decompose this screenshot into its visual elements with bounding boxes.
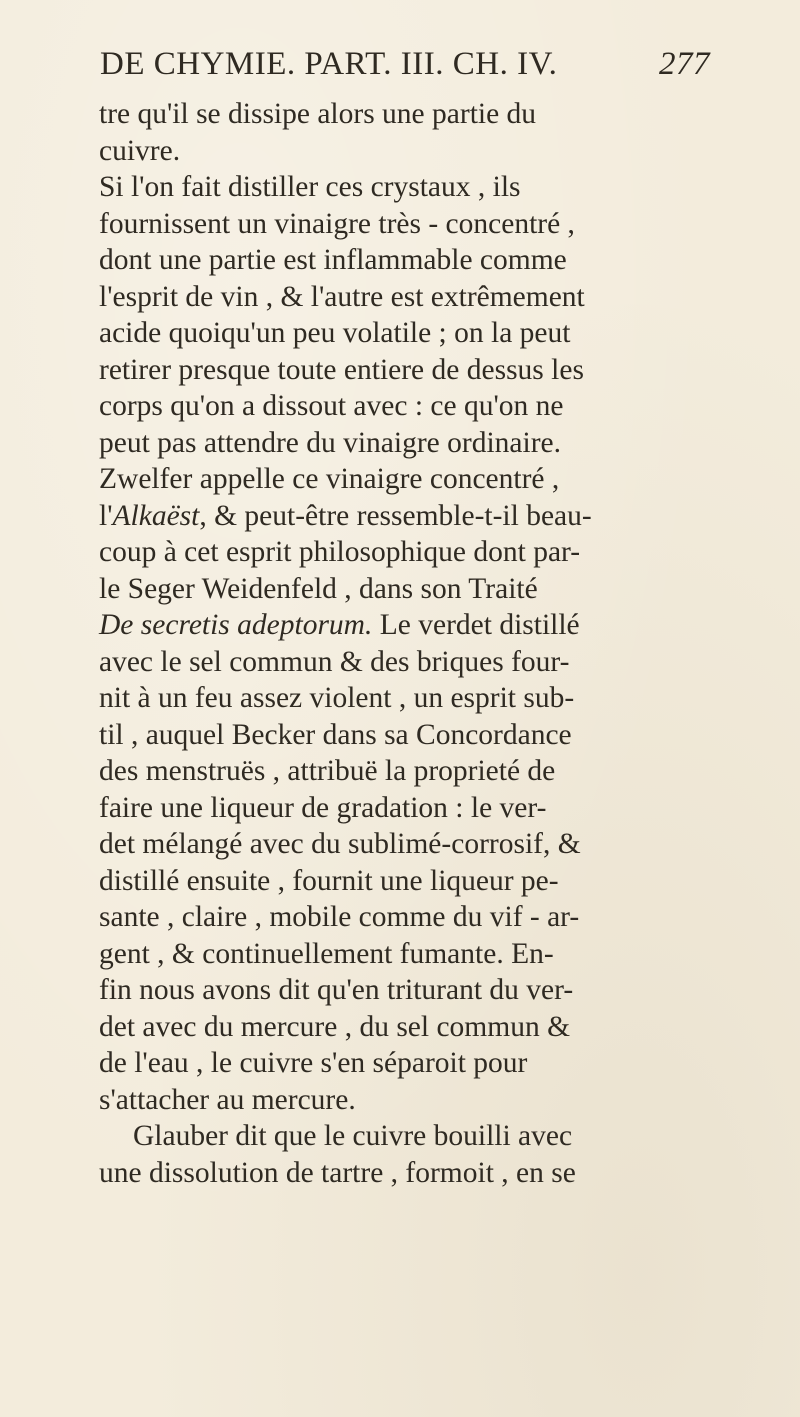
text-line xyxy=(99,388,719,425)
text-line xyxy=(99,972,719,1009)
text-segment: cuivre. xyxy=(99,134,181,167)
text-line xyxy=(99,607,719,644)
text-line xyxy=(99,899,719,936)
text-segment: le Seger Weidenfeld , dans son Traité xyxy=(99,572,538,605)
text-segment: distillé ensuite , fournit une liqueur pe- xyxy=(99,864,559,897)
text-line xyxy=(99,826,719,863)
text-segment: de l'eau , le cuivre s'en séparoit pour xyxy=(99,1047,528,1079)
running-header xyxy=(100,38,710,86)
text-segment: coup à cet esprit philosophique dont par- xyxy=(99,536,581,568)
text-segment: , & peut-être ressemble-t-il beau- xyxy=(199,499,592,532)
text-line xyxy=(99,315,719,352)
text-line xyxy=(99,1155,719,1192)
text-line xyxy=(99,534,719,571)
text-line xyxy=(99,279,719,316)
text-line xyxy=(99,1009,719,1046)
text-line xyxy=(99,242,719,279)
italic-text: De secretis adeptorum. xyxy=(99,609,373,641)
text-segment: Zwelfer appelle ce vinaigre concentré , xyxy=(99,463,560,495)
text-line xyxy=(99,644,719,681)
text-segment: l' xyxy=(99,499,113,532)
text-segment: til , auquel Becker dans sa Concordance xyxy=(99,718,572,751)
text-line xyxy=(99,717,719,754)
text-segment: det avec du mercure , du sel commun & xyxy=(99,1010,571,1043)
text-line xyxy=(99,169,719,206)
italic-text: Alkaëst xyxy=(112,499,200,532)
text-segment: Si l'on fait distiller ces crystaux , ils xyxy=(99,171,521,203)
text-segment: fin nous avons dit qu'en triturant du ver- xyxy=(99,974,574,1006)
text-segment: peut pas attendre du vinaigre ordinaire. xyxy=(99,426,561,459)
text-segment: faire une liqueur de gradation : le ver- xyxy=(99,791,547,824)
text-line xyxy=(99,352,719,389)
text-line xyxy=(99,936,719,973)
text-segment: det mélangé avec du sublimé-corrosif, & xyxy=(99,828,581,860)
text-segment: sante , claire , mobile comme du vif - ar- xyxy=(99,901,580,933)
text-line xyxy=(99,206,719,243)
text-line xyxy=(99,753,719,790)
text-line xyxy=(99,1118,719,1155)
text-segment: s'attacher au mercure. xyxy=(99,1083,356,1116)
text-line xyxy=(99,571,719,608)
text-segment: tre qu'il se dissipe alors une partie du xyxy=(99,98,537,130)
text-line xyxy=(99,790,719,827)
text-segment: des menstruës , attribuë la proprieté de xyxy=(99,755,556,787)
text-segment: Glauber dit que le cuivre bouilli avec xyxy=(133,1120,573,1152)
text-segment: une dissolution de tartre , formoit , en se xyxy=(99,1156,576,1189)
text-line xyxy=(99,863,719,900)
text-line xyxy=(99,1082,719,1119)
text-segment: fournissent un vinaigre très - concentré , xyxy=(99,207,575,240)
text-line xyxy=(99,498,719,535)
text-segment: corps qu'on a dissout avec : ce qu'on ne xyxy=(99,390,564,422)
text-segment: Le verdet distillé xyxy=(372,609,580,641)
text-line xyxy=(99,425,719,462)
text-segment: l'esprit de vin , & l'autre est extrêmement xyxy=(99,280,585,313)
text-segment: gent , & continuellement fumante. En- xyxy=(99,937,554,970)
text-line xyxy=(99,133,719,170)
text-segment: nit à un feu assez violent , un esprit sub- xyxy=(99,682,575,714)
page-number: 277 xyxy=(659,46,710,82)
text-segment: acide quoiqu'un peu volatile ; on la peut xyxy=(99,317,571,349)
text-line xyxy=(99,461,719,498)
text-segment: retirer presque toute entiere de dessus les xyxy=(99,353,584,386)
text-segment: dont une partie est inflammable comme xyxy=(99,244,567,276)
text-segment: avec le sel commun & des briques four- xyxy=(99,645,570,678)
header-title: DE CHYMIE. PART. III. CH. IV. xyxy=(100,46,558,82)
text-line xyxy=(99,1045,719,1082)
text-line xyxy=(99,96,719,133)
body-text xyxy=(99,96,719,1191)
text-line xyxy=(99,680,719,717)
